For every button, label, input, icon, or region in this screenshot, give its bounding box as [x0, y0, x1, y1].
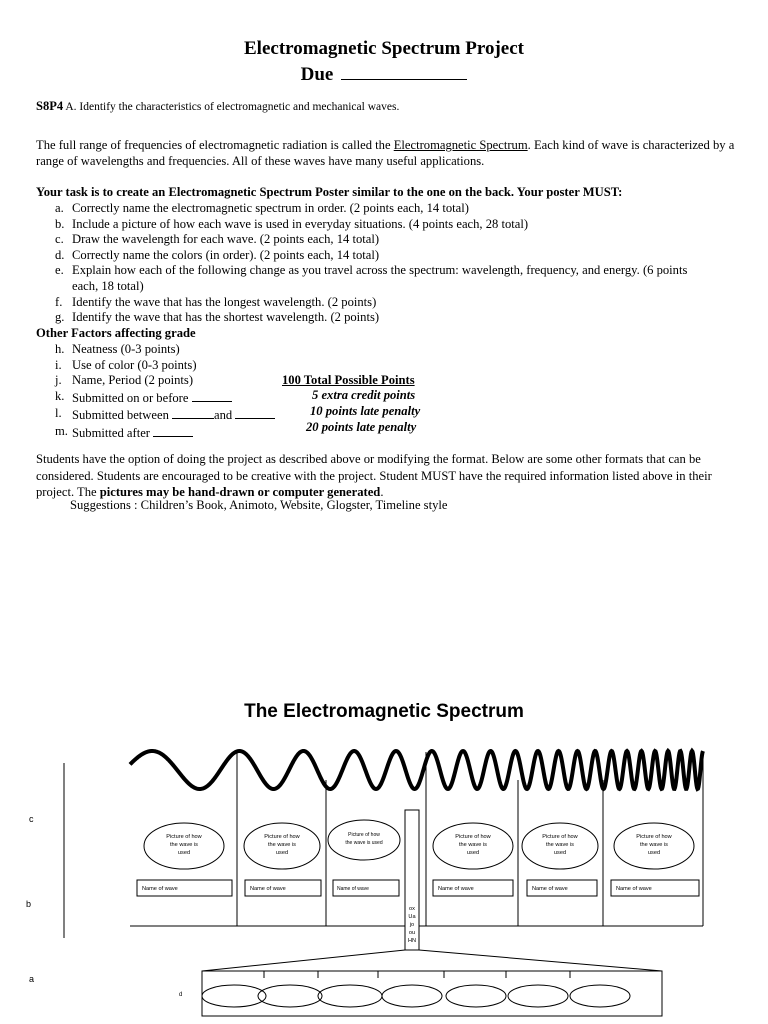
options-bold-text: pictures may be hand-drawn or computer generated	[99, 485, 381, 499]
standard	[36, 99, 399, 114]
due-label: Due	[300, 64, 334, 85]
list-item-text: Submitted after	[72, 425, 154, 440]
axis-label-c: c	[29, 814, 34, 824]
requirements-list	[36, 201, 736, 326]
list-item-text: Name, Period (2 points)	[72, 373, 194, 388]
name-label: Name of wave	[438, 886, 474, 892]
total-points: 100 Total Possible Points	[282, 373, 415, 387]
name-label: Name of wave	[142, 886, 178, 892]
picture-label: the wave is	[268, 842, 296, 848]
late-penalty-10: 10 points late penalty	[310, 404, 421, 418]
list-item	[36, 232, 736, 248]
picture-label: Picture of how	[348, 832, 380, 838]
list-item	[36, 295, 736, 311]
zoom-line	[202, 950, 405, 971]
name-label: Name of wave	[337, 886, 369, 892]
picture-label: used	[466, 850, 480, 856]
name-label: Name of wave	[250, 886, 286, 892]
name-label: Name of wave	[532, 886, 568, 892]
name-labels	[142, 886, 652, 892]
picture-label: used	[553, 850, 567, 856]
list-item	[36, 342, 736, 358]
list-item-text: Neatness (0-3 points)	[72, 342, 180, 356]
list-item	[36, 217, 736, 233]
options-text: Students have the option of doing the project as described above or modifying the format. Below are some other formats that can be considered. Students are encouraged to be creative with the project. Student MUST have the required information listed above in their project. The	[36, 452, 712, 499]
extra-credit-note: 5 extra credit points	[312, 388, 416, 402]
visible-letter: jo	[409, 922, 415, 928]
standard-text: A. Identify the characteristics of electromagnetic and mechanical waves.	[63, 101, 400, 113]
task-heading: Your task is to create an Electromagnetic Spectrum Poster similar to the one on the back. Your poster MUST:	[36, 185, 623, 199]
list-marker: a.	[55, 201, 64, 215]
list-marker: e.	[55, 263, 64, 278]
picture-label: the wave is used	[345, 840, 383, 846]
color-box	[202, 971, 662, 1016]
list-item-text: Draw the wavelength for each wave. (2 points each, 14 total)	[72, 232, 380, 247]
tick-marks	[264, 971, 570, 978]
list-item-text: Identify the wave that has the longest wavelength. (2 points)	[72, 294, 377, 309]
list-item-text: Include a picture of how each wave is used in everyday situations. (4 points each, 28 total)	[72, 216, 529, 231]
picture-label: the wave is	[546, 842, 574, 848]
picture-label: Picture of how	[636, 834, 672, 840]
intro-text: The full range of frequencies of electromagnetic radiation is called the	[36, 138, 394, 152]
list-marker: j.	[55, 373, 62, 388]
visible-light-strip	[405, 810, 419, 950]
list-item-text: Correctly name the electromagnetic spectrum in order. (2 points each, 14 total)	[72, 201, 469, 215]
picture-label: used	[177, 850, 191, 856]
list-marker: k.	[55, 388, 65, 403]
list-marker: d.	[55, 247, 65, 262]
name-label: Name of wave	[616, 886, 652, 892]
page-title: Electromagnetic Spectrum Project	[244, 38, 524, 59]
picture-label: the wave is	[170, 842, 198, 848]
picture-label: the wave is	[459, 842, 487, 848]
visible-letter: HN	[407, 938, 417, 944]
picture-label: used	[647, 850, 661, 856]
standard-code: S8P4	[36, 99, 64, 113]
picture-label: Picture of how	[264, 834, 300, 840]
options-text-end: .	[380, 485, 384, 499]
intro-paragraph	[36, 137, 736, 169]
visible-letter: ou	[408, 930, 416, 936]
axis-labels	[26, 814, 182, 998]
list-item-text: and	[214, 408, 236, 423]
list-marker: l.	[55, 406, 62, 421]
due-blank	[341, 62, 467, 80]
list-item-text: Submitted between	[72, 408, 173, 423]
picture-label: Picture of how	[166, 834, 202, 840]
list-item	[36, 263, 736, 294]
spectrum-diagram	[0, 730, 768, 1024]
picture-label: Picture of how	[542, 834, 578, 840]
axis-label-b: b	[26, 899, 32, 909]
list-item	[36, 358, 736, 374]
list-item-text: Correctly name the colors (in order). (2 points each, 14 total)	[72, 247, 380, 262]
list-marker: f.	[55, 294, 63, 309]
wave-curve	[130, 751, 703, 789]
list-item-text: Explain how each of the following change as you travel across the spectrum: wavelength, frequency, and energy. (6 points each, 18 total)	[72, 263, 688, 293]
picture-label: used	[275, 850, 289, 856]
picture-label: Picture of how	[455, 834, 491, 840]
color-ellipses	[202, 985, 630, 1007]
visible-letter: ox	[409, 906, 415, 912]
suggestions: Suggestions : Children’s Book, Animoto, Website, Glogster, Timeline style	[70, 498, 448, 512]
list-marker: h.	[55, 342, 65, 356]
late-penalty-20: 20 points late penalty	[306, 420, 417, 434]
list-marker: i.	[55, 357, 62, 372]
intro-term: Electromagnetic Spectrum	[393, 138, 528, 152]
list-item	[36, 201, 736, 217]
list-marker: g.	[55, 310, 65, 325]
date-blank	[172, 406, 214, 419]
other-factors-heading: Other Factors affecting grade	[36, 326, 196, 340]
options-paragraph	[36, 451, 736, 501]
axis-label-a: a	[29, 974, 35, 984]
date-blank	[192, 389, 232, 402]
intro-text-end: . Each kind of wave is characterized by a range of wavelengths and frequencies. All of these waves have many useful applications.	[36, 138, 735, 168]
list-item-text: Submitted on or before	[72, 390, 192, 405]
due-date-line	[0, 62, 768, 87]
list-item-text: Identify the wave that has the shortest wavelength. (2 points)	[72, 310, 380, 325]
zoom-line	[419, 950, 662, 971]
axis-label-d: d	[179, 992, 183, 998]
list-marker: m.	[55, 423, 68, 438]
list-marker: c.	[55, 232, 64, 247]
spectrum-title: The Electromagnetic Spectrum	[244, 701, 524, 722]
date-blank	[153, 424, 193, 437]
visible-letter: Ua	[408, 914, 416, 920]
list-item	[36, 310, 736, 326]
date-blank	[235, 406, 275, 419]
list-item	[36, 248, 736, 264]
picture-label: the wave is	[640, 842, 668, 848]
list-item-text: Use of color (0-3 points)	[72, 357, 197, 372]
list-marker: b.	[55, 216, 65, 231]
